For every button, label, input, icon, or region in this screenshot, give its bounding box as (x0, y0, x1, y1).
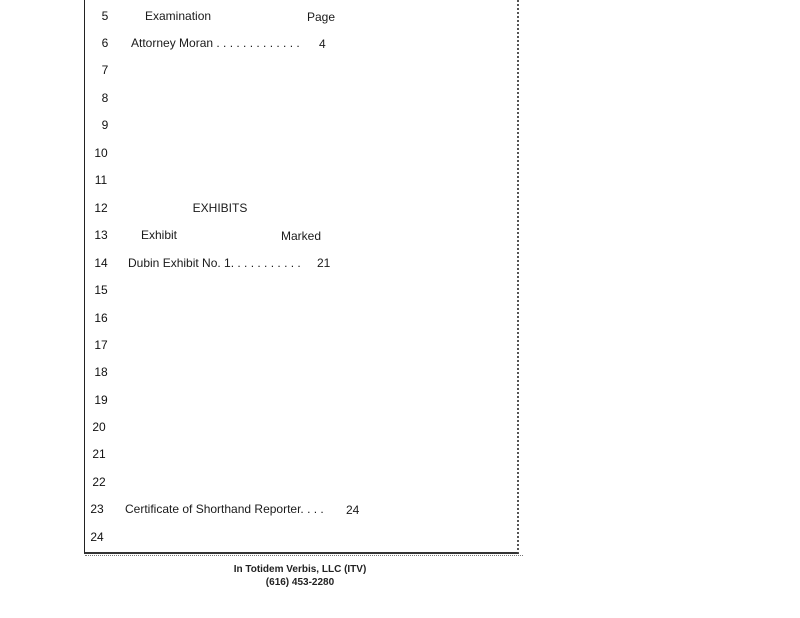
line-number: 22 (92, 475, 106, 489)
line-number: 13 (94, 228, 108, 242)
line-number: 8 (101, 91, 109, 105)
exhibit-entry-page: 21 (317, 256, 331, 270)
line-number: 24 (90, 530, 104, 544)
line-number: 9 (101, 118, 109, 132)
footer-phone: (616) 453-2280 (265, 577, 335, 588)
line-number: 6 (101, 36, 109, 50)
certificate-page: 24 (346, 503, 360, 517)
footer-company: In Totidem Verbis, LLC (ITV) (233, 564, 367, 575)
line-number: 5 (101, 9, 109, 23)
line-number: 20 (92, 420, 106, 434)
line-number: 17 (94, 338, 108, 352)
line-number: 10 (94, 146, 108, 160)
line-number: 21 (92, 447, 106, 461)
line-number: 19 (94, 393, 108, 407)
line-number: 16 (94, 311, 108, 325)
examination-entry: Attorney Moran . . . . . . . . . . . . . (131, 36, 300, 50)
transcript-page (84, 0, 519, 554)
line-number: 12 (94, 201, 108, 215)
certificate-entry: Certificate of Shorthand Reporter. . . . (125, 502, 324, 516)
examination-heading: Examination (145, 9, 212, 23)
line-number: 7 (101, 63, 109, 77)
line-number: 14 (94, 256, 108, 270)
examination-entry-page: 4 (319, 37, 326, 51)
line-number: 23 (90, 502, 104, 516)
examination-page-heading: Page (307, 10, 336, 24)
line-number: 11 (94, 173, 108, 187)
exhibit-entry: Dubin Exhibit No. 1. . . . . . . . . . . (128, 256, 301, 270)
line-number: 15 (94, 283, 108, 297)
exhibit-heading: Exhibit (141, 228, 178, 242)
line-number: 18 (94, 365, 108, 379)
exhibits-title: EXHIBITS (192, 201, 248, 215)
marked-heading: Marked (281, 229, 322, 243)
